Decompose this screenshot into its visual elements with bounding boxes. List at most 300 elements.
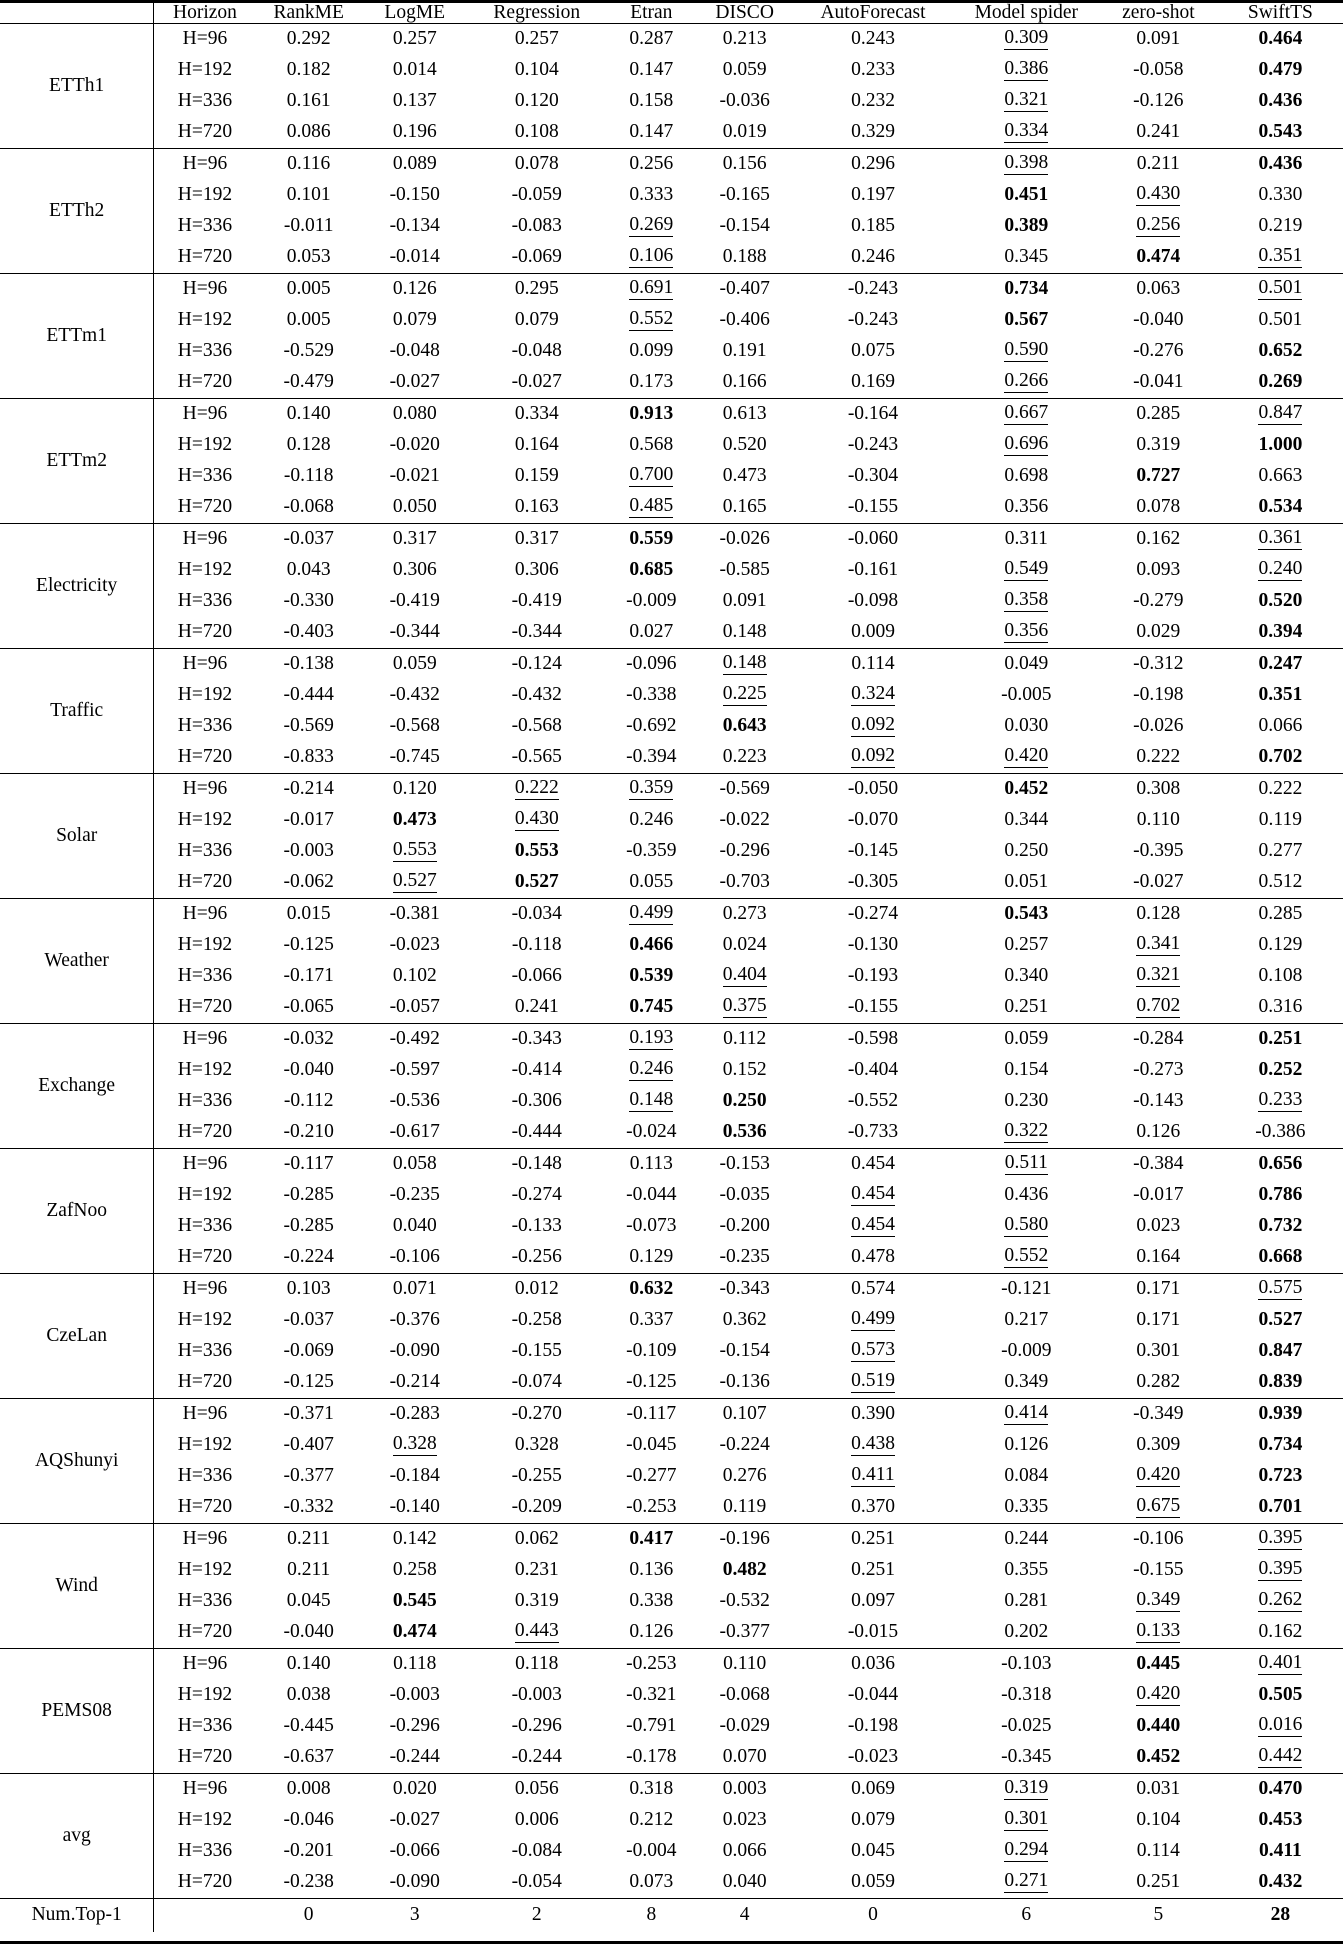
cell-regression [468,523,606,555]
cell-autoforecast [792,1305,953,1336]
table-row [0,1023,1343,1055]
cell-regression [468,867,606,899]
horizon-label: H=192 [154,1055,256,1086]
cell-logme [362,836,468,867]
cell-disco [697,930,792,961]
cell-value: -0.568 [511,715,562,737]
cell-logme [362,1586,468,1617]
cell-value: 0.271 [1004,1870,1049,1892]
cell-regression [468,86,606,117]
cell-value: -0.090 [389,1340,440,1362]
cell-value: 0.243 [851,28,895,50]
cell-value: 0.197 [851,184,895,206]
cell-value: 0.148 [722,621,767,643]
cell-regression [468,1242,606,1274]
cell-logme [362,55,468,86]
cell-logme [362,711,468,742]
cell-zero_shot [1099,1617,1218,1649]
cell-rankme [256,273,362,305]
cell-disco [697,555,792,586]
cell-swiftts [1218,211,1343,242]
cell-value: 0.059 [392,653,437,675]
cell-autoforecast [792,742,953,774]
cell-zero_shot [1099,1523,1218,1555]
cell-value: 0.543 [1004,903,1049,925]
cell-swiftts [1218,336,1343,367]
cell-model_spider [954,1648,1099,1680]
cell-value: 0.696 [1004,433,1049,455]
table-bottom-rule [0,1932,1343,1943]
cell-value: 0.269 [1258,371,1303,393]
table-row [0,148,1343,180]
cell-rankme [256,1398,362,1430]
cell-value: 0.070 [722,1746,767,1768]
cell-value: 0.251 [851,1528,895,1550]
cell-disco [697,898,792,930]
cell-regression [468,1180,606,1211]
cell-value: 0.652 [1258,340,1303,362]
cell-swiftts [1218,867,1343,899]
horizon-label: H=336 [154,1461,256,1492]
cell-value: 0.287 [629,28,674,50]
cell-autoforecast [792,680,953,711]
horizon-label: H=192 [154,680,256,711]
cell-swiftts [1218,1492,1343,1524]
cell-value: 0.126 [629,1621,674,1643]
cell-value: 0.553 [392,839,437,861]
cell-value: 0.277 [1258,840,1303,862]
cell-value: -0.106 [1133,1528,1184,1550]
cell-value: 0.049 [1004,653,1049,675]
cell-autoforecast [792,1180,953,1211]
horizon-label: H=720 [154,117,256,149]
cell-value: -0.305 [847,871,899,893]
cell-value: 0.108 [514,121,559,143]
cell-autoforecast [792,55,953,86]
cell-swiftts [1218,1617,1343,1649]
cell-disco [697,1680,792,1711]
dataset-label-Electricity: Electricity [0,523,154,648]
table-row [0,1211,1343,1242]
cell-rankme [256,1680,362,1711]
cell-value: 0.567 [1004,309,1049,331]
cell-value: 0.344 [1004,809,1049,831]
cell-model_spider [954,1367,1099,1399]
cell-rankme [256,305,362,336]
cell-model_spider [954,492,1099,524]
cell-autoforecast [792,1555,953,1586]
cell-disco [697,836,792,867]
cell-regression [468,1711,606,1742]
cell-value: 0.212 [629,1809,674,1831]
cell-value: -0.027 [389,1809,440,1831]
cell-logme [362,1867,468,1899]
cell-autoforecast [792,1711,953,1742]
cell-regression [468,1492,606,1524]
cell-value: 0.162 [1258,1621,1303,1643]
cell-model_spider [954,1836,1099,1867]
cell-rankme [256,1023,362,1055]
cell-value: 0.543 [1258,121,1303,143]
cell-etran [606,1117,697,1149]
cell-disco [697,1742,792,1774]
cell-value: 0.356 [1004,496,1049,518]
cell-regression [468,805,606,836]
table-row [0,1648,1343,1680]
cell-swiftts [1218,180,1343,211]
cell-etran [606,430,697,461]
cell-autoforecast [792,1586,953,1617]
cell-logme [362,1617,468,1649]
cell-zero_shot [1099,773,1218,805]
cell-value: 0.632 [629,1278,674,1300]
cell-value: -0.050 [847,778,899,800]
cell-value: -0.321 [626,1684,677,1706]
cell-swiftts [1218,1805,1343,1836]
cell-value: 0.009 [851,621,895,643]
cell-rankme [256,1336,362,1367]
cell-value: -0.029 [719,1715,770,1737]
cell-value: 0.452 [1004,778,1049,800]
cell-value: -0.068 [719,1684,770,1706]
table-row [0,398,1343,430]
cell-regression [468,1773,606,1805]
cell-rankme [256,836,362,867]
cell-value: -0.184 [389,1465,440,1487]
cell-value: -0.014 [389,246,440,268]
cell-model_spider [954,898,1099,930]
table-row [0,1273,1343,1305]
cell-value: -0.103 [1001,1653,1052,1675]
cell-zero_shot [1099,742,1218,774]
table-row [0,430,1343,461]
cell-value: 0.079 [851,1809,895,1831]
cell-model_spider [954,1055,1099,1086]
cell-swiftts [1218,1305,1343,1336]
cell-regression [468,180,606,211]
cell-value: -0.414 [511,1059,562,1081]
cell-regression [468,273,606,305]
cell-rankme [256,1836,362,1867]
cell-value: 0.137 [392,90,437,112]
cell-logme [362,1773,468,1805]
table-row [0,336,1343,367]
cell-value: 0.701 [1258,1496,1303,1518]
cell-value: -0.117 [283,1153,334,1175]
cell-value: -0.532 [719,1590,770,1612]
cell-value: 0.334 [514,403,559,425]
cell-value: 0.133 [1136,1620,1181,1642]
cell-logme [362,1305,468,1336]
cell-swiftts [1218,492,1343,524]
column-header-rankme: RankME [256,2,362,24]
cell-etran [606,1430,697,1461]
cell-disco [697,1617,792,1649]
cell-swiftts [1218,1680,1343,1711]
cell-value: -0.090 [389,1871,440,1893]
cell-value: -0.015 [847,1621,899,1643]
cell-model_spider [954,273,1099,305]
cell-value: 0.430 [1136,183,1181,205]
cell-value: -0.312 [1133,653,1184,675]
cell-value: 0.436 [1258,153,1303,175]
horizon-label: H=336 [154,836,256,867]
cell-zero_shot [1099,1336,1218,1367]
cell-model_spider [954,305,1099,336]
cell-value: 0.266 [1004,370,1049,392]
cell-autoforecast [792,1430,953,1461]
cell-model_spider [954,1086,1099,1117]
cell-etran [606,992,697,1024]
table-row [0,586,1343,617]
cell-value: 0.698 [1004,465,1049,487]
cell-autoforecast [792,1461,953,1492]
dataset-label-ZafNoo: ZafNoo [0,1148,154,1273]
cell-value: -0.037 [283,528,334,550]
cell-value: -0.125 [626,1371,677,1393]
cell-value: -0.068 [283,496,334,518]
cell-zero_shot [1099,492,1218,524]
cell-value: 0.269 [629,214,674,236]
horizon-label: H=336 [154,1586,256,1617]
cell-value: -0.036 [719,90,770,112]
cell-value: 28 [1270,1904,1291,1926]
horizon-label: H=192 [154,180,256,211]
horizon-label: H=720 [154,742,256,774]
cell-logme [362,586,468,617]
column-header-etran: Etran [606,2,697,24]
cell-model_spider [954,586,1099,617]
cell-autoforecast [792,1336,953,1367]
cell-disco [697,1055,792,1086]
cell-value: 0.031 [1136,1778,1181,1800]
cell-autoforecast [792,86,953,117]
cell-value: -0.419 [389,590,440,612]
cell-value: 0.727 [1136,465,1181,487]
cell-value: 0.246 [629,1058,674,1080]
cell-swiftts [1218,961,1343,992]
horizon-label: H=96 [154,23,256,55]
cell-logme [362,1680,468,1711]
cell-value: -0.130 [847,934,899,956]
summary-cell-disco [697,1898,792,1932]
cell-model_spider [954,711,1099,742]
dataset-label-Traffic: Traffic [0,648,154,773]
cell-zero_shot [1099,180,1218,211]
cell-value: -0.338 [626,684,677,706]
cell-value: -0.343 [511,1028,562,1050]
cell-value: 0.140 [286,403,331,425]
cell-model_spider [954,211,1099,242]
cell-disco [697,1305,792,1336]
cell-logme [362,1055,468,1086]
cell-value: 0.452 [1136,1746,1181,1768]
cell-zero_shot [1099,1805,1218,1836]
cell-value: -0.059 [511,184,562,206]
cell-value: -0.118 [283,465,334,487]
cell-zero_shot [1099,1117,1218,1149]
table-row [0,1680,1343,1711]
cell-etran [606,23,697,55]
cell-value: 0.012 [514,1278,559,1300]
cell-value: 0 [868,1904,878,1926]
cell-autoforecast [792,555,953,586]
cell-value: 0.389 [1004,215,1049,237]
cell-disco [697,242,792,274]
cell-value: 4 [739,1904,750,1926]
cell-model_spider [954,1805,1099,1836]
cell-autoforecast [792,1398,953,1430]
summary-cell-model_spider [954,1898,1099,1932]
cell-model_spider [954,961,1099,992]
cell-value: -0.637 [283,1746,334,1768]
cell-value: -0.377 [283,1465,334,1487]
cell-zero_shot [1099,55,1218,86]
horizon-label: H=192 [154,305,256,336]
cell-value: 0.453 [1258,1809,1303,1831]
cell-logme [362,961,468,992]
cell-value: 0.225 [722,683,767,705]
cell-regression [468,1648,606,1680]
cell-value: 0.573 [851,1339,895,1361]
cell-value: 0.420 [1136,1464,1181,1486]
horizon-label: H=96 [154,1273,256,1305]
cell-value: -0.069 [283,1340,334,1362]
table-row [0,1461,1343,1492]
cell-disco [697,1867,792,1899]
cell-value: -0.274 [511,1184,562,1206]
cell-value: -0.279 [1133,590,1184,612]
cell-swiftts [1218,461,1343,492]
cell-value: -0.026 [719,528,770,550]
cell-swiftts [1218,586,1343,617]
cell-etran [606,742,697,774]
cell-rankme [256,1805,362,1836]
cell-disco [697,1461,792,1492]
cell-value: 0.395 [1258,1527,1303,1549]
cell-zero_shot [1099,1867,1218,1899]
cell-value: -0.253 [626,1653,677,1675]
cell-model_spider [954,1336,1099,1367]
cell-value: 0.219 [1258,215,1303,237]
cell-value: -0.344 [511,621,562,643]
cell-value: 0.663 [1258,465,1303,487]
cell-value: 0.247 [1258,653,1303,675]
cell-value: 0.438 [851,1433,895,1455]
cell-value: 0.126 [392,278,437,300]
cell-logme [362,805,468,836]
cell-value: 0.404 [722,964,767,986]
cell-value: 0.188 [722,246,767,268]
dataset-label-Solar: Solar [0,773,154,898]
cell-logme [362,398,468,430]
cell-value: 0.335 [1004,1496,1049,1518]
cell-disco [697,1148,792,1180]
cell-value: 0.685 [629,559,674,581]
cell-swiftts [1218,1211,1343,1242]
cell-autoforecast [792,961,953,992]
table-row [0,1742,1343,1774]
cell-etran [606,1555,697,1586]
cell-etran [606,117,697,149]
cell-value: 0.230 [1004,1090,1049,1112]
cell-autoforecast [792,1617,953,1649]
cell-value: -0.332 [283,1496,334,1518]
table-body [0,2,1343,1943]
cell-rankme [256,1586,362,1617]
cell-value: 0.252 [1258,1059,1303,1081]
cell-model_spider [954,1273,1099,1305]
cell-model_spider [954,23,1099,55]
cell-value: -0.021 [389,465,440,487]
cell-autoforecast [792,23,953,55]
cell-rankme [256,1617,362,1649]
cell-value: 0.078 [514,153,559,175]
cell-value: -0.745 [389,746,440,768]
cell-value: 0.545 [392,1590,437,1612]
cell-value: 0.534 [1258,496,1303,518]
cell-model_spider [954,180,1099,211]
table-row [0,805,1343,836]
cell-value: -0.037 [283,1309,334,1331]
cell-value: 0.023 [722,1809,767,1831]
cell-autoforecast [792,1805,953,1836]
cell-rankme [256,898,362,930]
cell-value: 0.118 [515,1653,559,1675]
cell-value: -0.161 [847,559,899,581]
cell-autoforecast [792,305,953,336]
table-row [0,992,1343,1024]
cell-value: -0.394 [626,746,677,768]
cell-autoforecast [792,461,953,492]
cell-disco [697,367,792,399]
cell-value: -0.155 [511,1340,562,1362]
cell-autoforecast [792,492,953,524]
horizon-label: H=720 [154,1867,256,1899]
cell-value: 0.233 [851,59,895,81]
horizon-label: H=96 [154,523,256,555]
cell-value: 0.375 [722,995,767,1017]
table-row [0,1586,1343,1617]
cell-value: 0.282 [1136,1371,1181,1393]
cell-swiftts [1218,1586,1343,1617]
cell-zero_shot [1099,648,1218,680]
dataset-label-CzeLan: CzeLan [0,1273,154,1398]
cell-etran [606,805,697,836]
cell-value: 0.112 [723,1028,767,1050]
cell-model_spider [954,148,1099,180]
cell-swiftts [1218,617,1343,649]
cell-value: 0.273 [722,903,767,925]
cell-value: 0.505 [1258,1684,1303,1706]
horizon-label: H=192 [154,1430,256,1461]
cell-value: 0.063 [1136,278,1181,300]
cell-swiftts [1218,836,1343,867]
cell-regression [468,586,606,617]
cell-value: -0.044 [847,1684,899,1706]
table-row [0,930,1343,961]
cell-zero_shot [1099,211,1218,242]
cell-value: 0.079 [514,309,559,331]
cell-value: -0.536 [389,1090,440,1112]
cell-etran [606,86,697,117]
cell-rankme [256,492,362,524]
cell-value: 0.276 [722,1465,767,1487]
cell-model_spider [954,55,1099,86]
cell-value: 0.734 [1004,278,1049,300]
cell-value: 0.430 [514,808,559,830]
cell-rankme [256,1367,362,1399]
